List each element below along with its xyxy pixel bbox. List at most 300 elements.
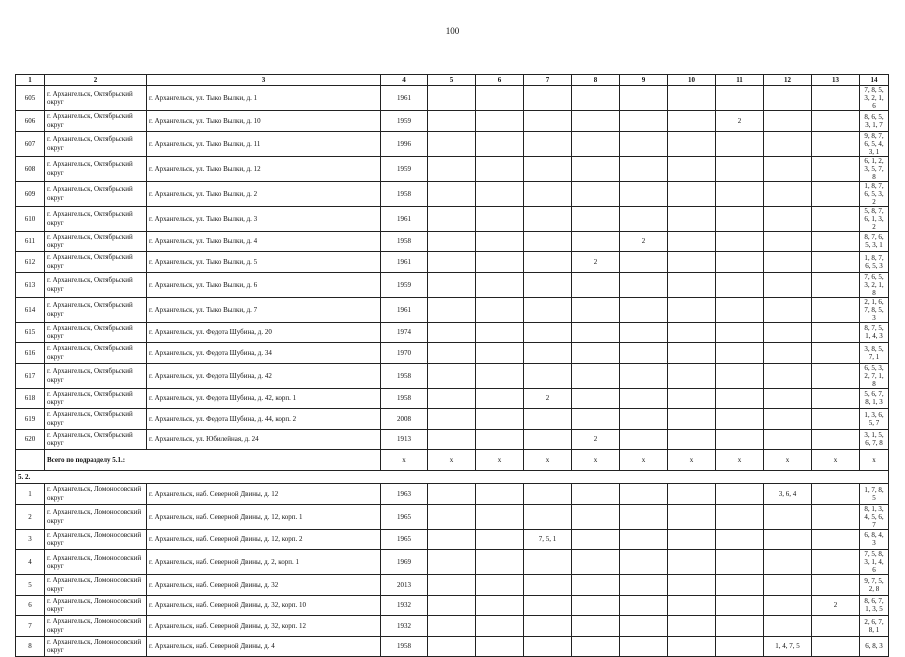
table-row xyxy=(16,550,889,575)
value-cell-c10 xyxy=(668,111,716,132)
value-cell-c14: 9, 8, 7, 6, 5, 4, 3, 1 xyxy=(860,131,889,156)
district-cell: г. Архангельск, Ломоносовский округ xyxy=(45,595,147,616)
value-cell-c10 xyxy=(668,297,716,322)
value-cell-c11 xyxy=(716,575,764,596)
value-cell-c5 xyxy=(428,388,476,409)
value-cell-c14: 8, 6, 5, 3, 1, 7 xyxy=(860,111,889,132)
value-cell-c10 xyxy=(668,429,716,450)
value-cell-c9 xyxy=(620,409,668,430)
column-number-5: 5 xyxy=(428,75,476,86)
table-row xyxy=(16,86,889,111)
address-cell: г. Архангельск, ул. Федота Шубина, д. 42 xyxy=(147,363,381,388)
value-cell-c13 xyxy=(812,86,860,111)
value-cell-c5 xyxy=(428,409,476,430)
table-row xyxy=(16,111,889,132)
value-cell-c8: 2 xyxy=(572,429,620,450)
year-cell: 2008 xyxy=(381,409,428,430)
value-cell-c12 xyxy=(764,111,812,132)
value-cell-c14: 7, 8, 5, 3, 2, 1, 6 xyxy=(860,86,889,111)
value-cell-c10 xyxy=(668,343,716,364)
value-cell-c5 xyxy=(428,429,476,450)
year-cell: 1996 xyxy=(381,131,428,156)
district-cell: г. Архангельск, Ломоносовский округ xyxy=(45,575,147,596)
address-cell: г. Архангельск, ул. Федота Шубина, д. 20 xyxy=(147,322,381,343)
value-cell-c10 xyxy=(668,550,716,575)
value-cell-c6 xyxy=(476,343,524,364)
value-cell-c7 xyxy=(524,206,572,231)
value-cell-c13 xyxy=(812,111,860,132)
value-cell-c6 xyxy=(476,575,524,596)
value-cell-c11 xyxy=(716,272,764,297)
value-cell-c6 xyxy=(476,156,524,181)
address-cell: г. Архангельск, ул. Тыко Вылки, д. 10 xyxy=(147,111,381,132)
subtotal-mark: x xyxy=(572,450,620,471)
table-row xyxy=(16,409,889,430)
value-cell-c6 xyxy=(476,595,524,616)
value-cell-c9 xyxy=(620,616,668,637)
address-cell: г. Архангельск, ул. Тыко Вылки, д. 4 xyxy=(147,231,381,252)
value-cell-c9 xyxy=(620,363,668,388)
value-cell-c12 xyxy=(764,322,812,343)
district-cell: г. Архангельск, Октябрьский округ xyxy=(45,181,147,206)
value-cell-c6 xyxy=(476,529,524,550)
value-cell-c8 xyxy=(572,595,620,616)
year-cell: 2013 xyxy=(381,575,428,596)
value-cell-c7 xyxy=(524,297,572,322)
subtotal-mark: x xyxy=(860,450,889,471)
value-cell-c12 xyxy=(764,252,812,273)
value-cell-c10 xyxy=(668,595,716,616)
value-cell-c5 xyxy=(428,297,476,322)
value-cell-c5 xyxy=(428,181,476,206)
district-cell: г. Архангельск, Октябрьский округ xyxy=(45,156,147,181)
value-cell-c9 xyxy=(620,429,668,450)
value-cell-c14: 6, 1, 2, 3, 5, 7, 8 xyxy=(860,156,889,181)
value-cell-c14: 1, 8, 7, 6, 5, 3 xyxy=(860,252,889,273)
table-row xyxy=(16,343,889,364)
value-cell-c5 xyxy=(428,322,476,343)
address-cell: г. Архангельск, ул. Тыко Вылки, д. 7 xyxy=(147,297,381,322)
value-cell-c7 xyxy=(524,550,572,575)
district-cell: г. Архангельск, Октябрьский округ xyxy=(45,272,147,297)
table-row xyxy=(16,429,889,450)
table-row xyxy=(16,252,889,273)
column-number-14: 14 xyxy=(860,75,889,86)
subtotal-empty-cell xyxy=(16,450,45,471)
value-cell-c5 xyxy=(428,363,476,388)
value-cell-c12 xyxy=(764,231,812,252)
value-cell-c5 xyxy=(428,575,476,596)
value-cell-c14: 1, 3, 6, 5, 7 xyxy=(860,409,889,430)
district-cell: г. Архангельск, Октябрьский округ xyxy=(45,252,147,273)
value-cell-c10 xyxy=(668,529,716,550)
value-cell-c10 xyxy=(668,86,716,111)
subtotal-mark: x xyxy=(668,450,716,471)
value-cell-c10 xyxy=(668,252,716,273)
value-cell-c6 xyxy=(476,181,524,206)
value-cell-c7 xyxy=(524,363,572,388)
value-cell-c9 xyxy=(620,550,668,575)
column-number-13: 13 xyxy=(812,75,860,86)
address-cell: г. Архангельск, ул. Федота Шубина, д. 34 xyxy=(147,343,381,364)
value-cell-c12: 1, 4, 7, 5 xyxy=(764,636,812,657)
subtotal-mark: x xyxy=(620,450,668,471)
value-cell-c13 xyxy=(812,616,860,637)
value-cell-c10 xyxy=(668,363,716,388)
value-cell-c13 xyxy=(812,343,860,364)
year-cell: 1961 xyxy=(381,297,428,322)
value-cell-c7 xyxy=(524,429,572,450)
row-number-cell: 615 xyxy=(16,322,45,343)
subtotal-mark: x xyxy=(716,450,764,471)
column-number-12: 12 xyxy=(764,75,812,86)
row-number-cell: 5 xyxy=(16,575,45,596)
value-cell-c12 xyxy=(764,297,812,322)
district-cell: г. Архангельск, Ломоносовский округ xyxy=(45,550,147,575)
value-cell-c13 xyxy=(812,206,860,231)
row-number-cell: 618 xyxy=(16,388,45,409)
value-cell-c9 xyxy=(620,529,668,550)
address-cell: г. Архангельск, ул. Тыко Вылки, д. 2 xyxy=(147,181,381,206)
value-cell-c5 xyxy=(428,616,476,637)
column-number-3: 3 xyxy=(147,75,381,86)
year-cell: 1965 xyxy=(381,504,428,529)
value-cell-c8 xyxy=(572,343,620,364)
table-row xyxy=(16,636,889,657)
value-cell-c12 xyxy=(764,504,812,529)
value-cell-c5 xyxy=(428,343,476,364)
value-cell-c9 xyxy=(620,111,668,132)
value-cell-c9 xyxy=(620,206,668,231)
table-row xyxy=(16,322,889,343)
value-cell-c6 xyxy=(476,504,524,529)
value-cell-c12 xyxy=(764,156,812,181)
value-cell-c11 xyxy=(716,550,764,575)
value-cell-c8 xyxy=(572,272,620,297)
row-number-cell: 609 xyxy=(16,181,45,206)
year-cell: 1959 xyxy=(381,272,428,297)
value-cell-c10 xyxy=(668,616,716,637)
row-number-cell: 620 xyxy=(16,429,45,450)
value-cell-c6 xyxy=(476,636,524,657)
row-number-cell: 8 xyxy=(16,636,45,657)
row-number-cell: 613 xyxy=(16,272,45,297)
address-cell: г. Архангельск, наб. Северной Двины, д. 4 xyxy=(147,636,381,657)
value-cell-c8 xyxy=(572,484,620,505)
column-number-10: 10 xyxy=(668,75,716,86)
value-cell-c11 xyxy=(716,86,764,111)
value-cell-c11 xyxy=(716,409,764,430)
value-cell-c6 xyxy=(476,409,524,430)
value-cell-c7 xyxy=(524,504,572,529)
value-cell-c9 xyxy=(620,636,668,657)
year-cell: 1932 xyxy=(381,595,428,616)
row-number-cell: 4 xyxy=(16,550,45,575)
district-cell: г. Архангельск, Октябрьский округ xyxy=(45,409,147,430)
row-number-cell: 614 xyxy=(16,297,45,322)
value-cell-c9 xyxy=(620,388,668,409)
subtotal-mark: x xyxy=(524,450,572,471)
subtotal-mark: x xyxy=(381,450,428,471)
year-cell: 1969 xyxy=(381,550,428,575)
value-cell-c7 xyxy=(524,131,572,156)
value-cell-c6 xyxy=(476,484,524,505)
column-number-8: 8 xyxy=(572,75,620,86)
year-cell: 1932 xyxy=(381,616,428,637)
district-cell: г. Архангельск, Ломоносовский округ xyxy=(45,484,147,505)
row-number-cell: 607 xyxy=(16,131,45,156)
value-cell-c13 xyxy=(812,156,860,181)
value-cell-c8 xyxy=(572,181,620,206)
district-cell: г. Архангельск, Ломоносовский округ xyxy=(45,529,147,550)
value-cell-c11 xyxy=(716,252,764,273)
value-cell-c12 xyxy=(764,272,812,297)
subtotal-label: Всего по подразделу 5.1.: xyxy=(45,450,381,471)
column-number-2: 2 xyxy=(45,75,147,86)
value-cell-c12 xyxy=(764,343,812,364)
value-cell-c5 xyxy=(428,550,476,575)
subtotal-mark: x xyxy=(428,450,476,471)
table-row xyxy=(16,595,889,616)
value-cell-c10 xyxy=(668,484,716,505)
value-cell-c6 xyxy=(476,363,524,388)
value-cell-c13 xyxy=(812,504,860,529)
table-row xyxy=(16,575,889,596)
district-cell: г. Архангельск, Октябрьский округ xyxy=(45,388,147,409)
value-cell-c13: 2 xyxy=(812,595,860,616)
value-cell-c8 xyxy=(572,156,620,181)
value-cell-c8 xyxy=(572,504,620,529)
value-cell-c5 xyxy=(428,272,476,297)
value-cell-c7 xyxy=(524,252,572,273)
value-cell-c6 xyxy=(476,131,524,156)
row-number-cell: 605 xyxy=(16,86,45,111)
address-cell: г. Архангельск, наб. Северной Двины, д. 12, корп. 2 xyxy=(147,529,381,550)
value-cell-c14: 8, 6, 7, 1, 3, 5 xyxy=(860,595,889,616)
row-number-cell: 7 xyxy=(16,616,45,637)
value-cell-c11 xyxy=(716,156,764,181)
value-cell-c14: 2, 1, 6, 7, 8, 5, 3 xyxy=(860,297,889,322)
value-cell-c6 xyxy=(476,429,524,450)
value-cell-c6 xyxy=(476,388,524,409)
value-cell-c14: 9, 7, 5, 2, 8 xyxy=(860,575,889,596)
value-cell-c14: 2, 6, 7, 8, 1 xyxy=(860,616,889,637)
column-number-7: 7 xyxy=(524,75,572,86)
value-cell-c7 xyxy=(524,111,572,132)
value-cell-c9 xyxy=(620,343,668,364)
value-cell-c5 xyxy=(428,595,476,616)
registry-table-body xyxy=(16,75,889,657)
year-cell: 1961 xyxy=(381,252,428,273)
value-cell-c5 xyxy=(428,504,476,529)
value-cell-c8 xyxy=(572,297,620,322)
value-cell-c14: 6, 8, 4, 3 xyxy=(860,529,889,550)
column-number-4: 4 xyxy=(381,75,428,86)
year-cell: 1958 xyxy=(381,363,428,388)
district-cell: г. Архангельск, Октябрьский округ xyxy=(45,297,147,322)
value-cell-c10 xyxy=(668,575,716,596)
row-number-cell: 1 xyxy=(16,484,45,505)
table-row xyxy=(16,206,889,231)
value-cell-c11 xyxy=(716,595,764,616)
address-cell: г. Архангельск, наб. Северной Двины, д. 12, корп. 1 xyxy=(147,504,381,529)
subtotal-row xyxy=(16,450,889,471)
year-cell: 1961 xyxy=(381,86,428,111)
value-cell-c7 xyxy=(524,272,572,297)
value-cell-c13 xyxy=(812,363,860,388)
value-cell-c11 xyxy=(716,131,764,156)
value-cell-c14: 8, 7, 6, 5, 3, 1 xyxy=(860,231,889,252)
address-cell: г. Архангельск, ул. Тыко Вылки, д. 3 xyxy=(147,206,381,231)
value-cell-c5 xyxy=(428,156,476,181)
row-number-cell: 611 xyxy=(16,231,45,252)
value-cell-c8 xyxy=(572,409,620,430)
value-cell-c12 xyxy=(764,616,812,637)
table-row xyxy=(16,388,889,409)
value-cell-c13 xyxy=(812,550,860,575)
value-cell-c9 xyxy=(620,297,668,322)
value-cell-c11 xyxy=(716,616,764,637)
value-cell-c13 xyxy=(812,181,860,206)
value-cell-c12 xyxy=(764,550,812,575)
value-cell-c11 xyxy=(716,231,764,252)
value-cell-c11: 2 xyxy=(716,111,764,132)
value-cell-c14: 1, 8, 7, 6, 5, 3, 2 xyxy=(860,181,889,206)
table-row xyxy=(16,504,889,529)
value-cell-c9 xyxy=(620,595,668,616)
row-number-cell: 610 xyxy=(16,206,45,231)
address-cell: г. Архангельск, наб. Северной Двины, д. 32, корп. 12 xyxy=(147,616,381,637)
value-cell-c7 xyxy=(524,156,572,181)
district-cell: г. Архангельск, Октябрьский округ xyxy=(45,363,147,388)
column-number-row xyxy=(16,75,889,86)
value-cell-c13 xyxy=(812,388,860,409)
table-row xyxy=(16,156,889,181)
value-cell-c9: 2 xyxy=(620,231,668,252)
value-cell-c8 xyxy=(572,86,620,111)
row-number-cell: 619 xyxy=(16,409,45,430)
value-cell-c5 xyxy=(428,206,476,231)
table-row xyxy=(16,484,889,505)
value-cell-c7 xyxy=(524,181,572,206)
value-cell-c8 xyxy=(572,550,620,575)
subtotal-mark: x xyxy=(812,450,860,471)
year-cell: 1961 xyxy=(381,206,428,231)
value-cell-c5 xyxy=(428,111,476,132)
value-cell-c12 xyxy=(764,429,812,450)
year-cell: 1959 xyxy=(381,156,428,181)
value-cell-c12 xyxy=(764,363,812,388)
value-cell-c7 xyxy=(524,616,572,637)
value-cell-c11 xyxy=(716,504,764,529)
value-cell-c9 xyxy=(620,131,668,156)
address-cell: г. Архангельск, ул. Тыко Вылки, д. 12 xyxy=(147,156,381,181)
address-cell: г. Архангельск, наб. Северной Двины, д. 12 xyxy=(147,484,381,505)
value-cell-c9 xyxy=(620,575,668,596)
value-cell-c13 xyxy=(812,409,860,430)
value-cell-c7: 2 xyxy=(524,388,572,409)
value-cell-c6 xyxy=(476,252,524,273)
value-cell-c13 xyxy=(812,297,860,322)
district-cell: г. Архангельск, Октябрьский округ xyxy=(45,322,147,343)
address-cell: г. Архангельск, наб. Северной Двины, д. 32 xyxy=(147,575,381,596)
value-cell-c8 xyxy=(572,322,620,343)
value-cell-c14: 5, 8, 7, 6, 1, 3, 2 xyxy=(860,206,889,231)
value-cell-c9 xyxy=(620,86,668,111)
address-cell: г. Архангельск, наб. Северной Двины, д. 2, корп. 1 xyxy=(147,550,381,575)
value-cell-c8 xyxy=(572,131,620,156)
table-row xyxy=(16,181,889,206)
value-cell-c12 xyxy=(764,575,812,596)
value-cell-c5 xyxy=(428,484,476,505)
value-cell-c12 xyxy=(764,529,812,550)
value-cell-c10 xyxy=(668,181,716,206)
value-cell-c8: 2 xyxy=(572,252,620,273)
value-cell-c5 xyxy=(428,252,476,273)
value-cell-c7 xyxy=(524,409,572,430)
value-cell-c12 xyxy=(764,86,812,111)
table-row xyxy=(16,529,889,550)
year-cell: 1958 xyxy=(381,388,428,409)
value-cell-c13 xyxy=(812,575,860,596)
row-number-cell: 617 xyxy=(16,363,45,388)
value-cell-c6 xyxy=(476,616,524,637)
value-cell-c7 xyxy=(524,595,572,616)
row-number-cell: 606 xyxy=(16,111,45,132)
address-cell: г. Архангельск, ул. Федота Шубина, д. 44, корп. 2 xyxy=(147,409,381,430)
address-cell: г. Архангельск, ул. Тыко Вылки, д. 5 xyxy=(147,252,381,273)
value-cell-c7 xyxy=(524,231,572,252)
value-cell-c8 xyxy=(572,529,620,550)
value-cell-c10 xyxy=(668,409,716,430)
value-cell-c14: 6, 5, 3, 2, 7, 1, 8 xyxy=(860,363,889,388)
value-cell-c10 xyxy=(668,206,716,231)
column-number-11: 11 xyxy=(716,75,764,86)
value-cell-c11 xyxy=(716,363,764,388)
value-cell-c5 xyxy=(428,529,476,550)
value-cell-c9 xyxy=(620,272,668,297)
year-cell: 1959 xyxy=(381,111,428,132)
table-row xyxy=(16,616,889,637)
value-cell-c14: 8, 1, 3, 4, 5, 6, 7 xyxy=(860,504,889,529)
value-cell-c11 xyxy=(716,429,764,450)
value-cell-c10 xyxy=(668,388,716,409)
value-cell-c12 xyxy=(764,409,812,430)
value-cell-c8 xyxy=(572,206,620,231)
value-cell-c13 xyxy=(812,322,860,343)
value-cell-c12 xyxy=(764,206,812,231)
district-cell: г. Архангельск, Ломоносовский округ xyxy=(45,636,147,657)
value-cell-c12 xyxy=(764,595,812,616)
value-cell-c13 xyxy=(812,252,860,273)
value-cell-c14: 6, 8, 3 xyxy=(860,636,889,657)
value-cell-c5 xyxy=(428,231,476,252)
value-cell-c7 xyxy=(524,636,572,657)
district-cell: г. Архангельск, Октябрьский округ xyxy=(45,429,147,450)
value-cell-c11 xyxy=(716,636,764,657)
value-cell-c11 xyxy=(716,343,764,364)
value-cell-c5 xyxy=(428,86,476,111)
value-cell-c6 xyxy=(476,297,524,322)
district-cell: г. Архангельск, Октябрьский округ xyxy=(45,206,147,231)
value-cell-c8 xyxy=(572,363,620,388)
year-cell: 1958 xyxy=(381,231,428,252)
value-cell-c11 xyxy=(716,297,764,322)
value-cell-c9 xyxy=(620,156,668,181)
value-cell-c8 xyxy=(572,616,620,637)
value-cell-c10 xyxy=(668,636,716,657)
value-cell-c8 xyxy=(572,111,620,132)
